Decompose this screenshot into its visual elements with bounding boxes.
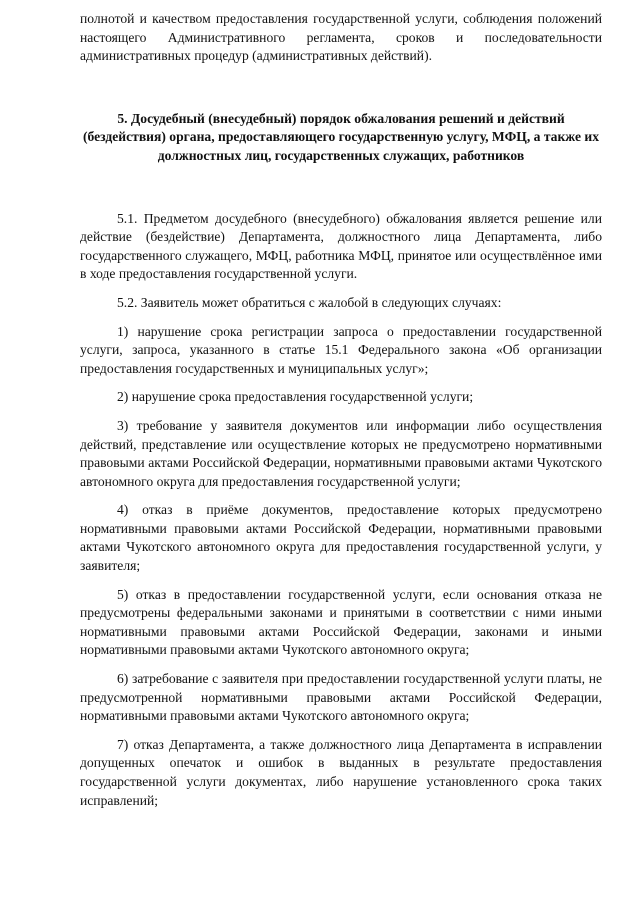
paragraph-5-2: 5.2. Заявитель может обратиться с жалобой в следующих случаях: — [117, 294, 502, 310]
section-heading: 5. Досудебный (внесудебный) порядок обжалования решений и действий (бездействия) органа, предоставляющего государственную услугу, МФЦ, а также их должностных лиц, государственных служащих, работников — [82, 110, 600, 163]
list-item-4: 4) отказ в приёме документов, предоставление которых предусмотрено нормативными правовыми актами Российской Федерации, нормативными правовыми актами Чукотского автономного округа для предоставления государственной услуги, у заявителя; — [80, 502, 602, 574]
list-item-5: 5) отказ в предоставлении государственной услуги, если основания отказа не предусмотрены федеральными законами и принятыми в соответствии с ними иными нормативными правовыми актами Российской Федерации, законами и иными нормативными правовыми актами Чукотского автономного округа; — [80, 586, 602, 658]
paragraph-5-1: 5.1. Предметом досудебного (внесудебного) обжалования является решение или действие (бездействие) Департамента, должностного лица Департамента, либо государственного служащего, МФЦ, работника МФЦ, принятое или осуществлённое ими в ходе предоставления государственной услуги. — [80, 210, 602, 282]
list-item-7: 7) отказ Департамента, а также должностного лица Департамента в исправлении допущенных опечаток и ошибок в выданных в результате предоставления государственной услуги документах, либо нарушение установленного срока таких исправлений; — [80, 736, 602, 808]
document-page — [80, 10, 602, 810]
list-item-1: 1) нарушение срока регистрации запроса о предоставлении государственной услуги, запроса, указанного в статье 15.1 Федерального закона «Об организации предоставления государственных и муниципальных услуг»; — [80, 323, 602, 376]
list-item-6: 6) затребование с заявителя при предоставлении государственной услуги платы, не предусмотренной нормативными правовыми актами Российской Федерации, нормативными правовыми актами Чукотского автономного округа; — [80, 671, 602, 724]
opening-fragment: полнотой и качеством предоставления государственной услуги, соблюдения положений настоящего Административного регламента, сроков и последовательности административных процедур (административных действий). — [80, 11, 602, 64]
list-item-2: 2) нарушение срока предоставления государственной услуги; — [117, 389, 474, 405]
list-item-3: 3) требование у заявителя документов или информации либо осуществления действий, представление или осуществление которых не предусмотрено нормативными правовыми актами Российской Федерации, нормативными правовыми актами Чукотского автономного округа для предоставления государственной услуги; — [80, 417, 602, 489]
